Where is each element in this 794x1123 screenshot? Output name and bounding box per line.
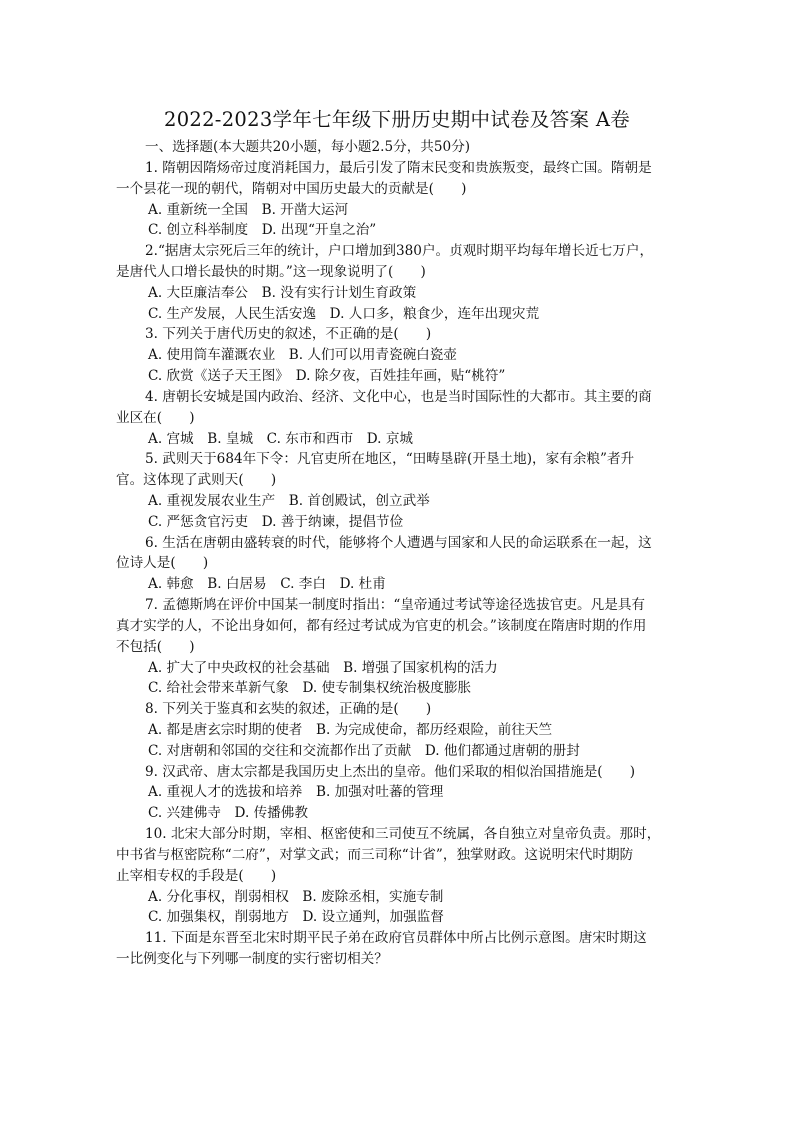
question-9-options-line: A. 重视人才的选拔和培养 B. 加强对吐蕃的管理 bbox=[148, 784, 444, 801]
question-8-options-line: A. 都是唐玄宗时期的使者 B. 为完成使命，都历经艰险，前往天竺 bbox=[148, 722, 553, 738]
question-4-options-line: A. 宫城 B. 皇城 C. 东市和西市 D. 京城 bbox=[148, 430, 414, 447]
question-3-stem-line: 3. 下列关于唐代历史的叙述，不正确的是( ) bbox=[145, 326, 432, 343]
question-10-stem-line: 10. 北宋大部分时期，宰相、枢密使和三司使互不统属，各自独立对皇帝负责。那时， bbox=[145, 826, 661, 843]
question-6-stem-line: 6. 生活在唐朝由盛转衰的时代，能够将个人遭遇与国家和人民的命运联系在一起，这 bbox=[145, 534, 652, 551]
question-10-options-line: A. 分化事权，削弱相权 B. 废除丞相，实施专制 bbox=[148, 888, 444, 905]
question-4-stem-line: 业区在( ) bbox=[116, 409, 195, 426]
question-1-options-line: C. 创立科举制度 D. 出现“开皇之治” bbox=[148, 222, 377, 239]
question-9-options-line: C. 兴建佛寺 D. 传播佛教 bbox=[148, 805, 308, 822]
question-5-options-line: A. 重视发展农业生产 B. 首创殿试，创立武举 bbox=[148, 492, 430, 509]
question-5-stem-line: 5. 武则天于684年下令：凡官吏所在地区，“田畴垦辟(开垦土地)，家有余粮”者升 bbox=[145, 451, 635, 468]
question-10-stem-line: 中书省与枢密院称“二府”，对掌文武；而三司称“计省”，独掌财政。这说明宋代时期防 bbox=[116, 846, 634, 863]
question-4-stem-line: 4. 唐朝长安城是国内政治、经济、文化中心，也是当时国际性的大都市。其主要的商 bbox=[145, 388, 652, 405]
question-2-options-line: A. 大臣廉洁奉公 B. 没有实行计划生育政策 bbox=[148, 284, 417, 301]
question-10-stem-line: 止宰相专权的手段是( ) bbox=[116, 867, 277, 884]
question-8-options-line: C. 对唐朝和邻国的交往和交流都作出了贡献 D. 他们都通过唐朝的册封 bbox=[148, 742, 580, 759]
question-7-stem-line: 真才实学的人，不论出身如何，都有经过考试成为官吏的机会。”该制度在隋唐时期的作用 bbox=[116, 617, 647, 634]
question-9-stem-line: 9. 汉武帝、唐太宗都是我国历史上杰出的皇帝。他们采取的相似治国措施是( ) bbox=[145, 763, 636, 780]
section-heading: 一、选择题(本大题共20小题，每小题2.5分，共50分) bbox=[145, 139, 471, 155]
question-5-options-line: C. 严惩贪官污吏 D. 善于纳谏，提倡节俭 bbox=[148, 513, 404, 530]
question-10-options-line: C. 加强集权，削弱地方 D. 设立通判，加强监督 bbox=[148, 909, 444, 926]
question-7-stem-line: 不包括( ) bbox=[116, 638, 195, 655]
question-6-stem-line: 位诗人是( ) bbox=[116, 555, 209, 572]
question-3-options-line: C. 欣赏《送子天王图》 D. 除夕夜，百姓挂年画，贴“桃符” bbox=[148, 368, 506, 384]
question-7-stem-line: 7. 孟德斯鸠在评价中国某一制度时指出：“皇帝通过考试等途径选拔官吏。凡是具有 bbox=[145, 597, 646, 613]
question-8-stem-line: 8. 下列关于鉴真和玄奘的叙述，正确的是( ) bbox=[145, 701, 432, 718]
question-6-options-line: A. 韩愈 B. 白居易 C. 李白 D. 杜甫 bbox=[148, 576, 386, 593]
question-11-stem-line: 11. 下面是东晋至北宋时期平民子弟在政府官员群体中所占比例示意图。唐宋时期这 bbox=[145, 930, 647, 947]
question-1-options-line: A. 重新统一全国 B. 开凿大运河 bbox=[148, 201, 349, 218]
question-3-options-line: A. 使用筒车灌溉农业 B. 人们可以用青瓷碗白瓷壶 bbox=[148, 347, 457, 364]
question-2-stem-line: 是唐代人口增长最快的时期。”这一现象说明了( ) bbox=[116, 263, 426, 280]
question-11-stem-line: 一比例变化与下列哪一制度的实行密切相关？ bbox=[116, 951, 388, 967]
question-7-options-line: C. 给社会带来革新气象 D. 使专制集权统治极度膨胀 bbox=[148, 680, 472, 697]
question-1-stem-line: 一个昙花一现的朝代，隋朝对中国历史最大的贡献是( ) bbox=[116, 180, 467, 197]
document-title: 2022-2023学年七年级下册历史期中试卷及答案 A卷 bbox=[163, 108, 631, 131]
question-5-stem-line: 官。这体现了武则天( ) bbox=[116, 472, 277, 489]
question-1-stem-line: 1. 隋朝因隋炀帝过度消耗国力，最后引发了隋末民变和贵族叛变，最终亡国。隋朝是 bbox=[145, 159, 652, 176]
question-2-stem-line: 2.“据唐太宗死后三年的统计，户口增加到380户。贞观时期平均每年增长近七万户， bbox=[145, 243, 654, 260]
question-7-options-line: A. 扩大了中央政权的社会基础 B. 增强了国家机构的活力 bbox=[148, 659, 498, 676]
question-2-options-line: C. 生产发展，人民生活安逸 D. 人口多，粮食少，连年出现灾荒 bbox=[148, 305, 540, 322]
